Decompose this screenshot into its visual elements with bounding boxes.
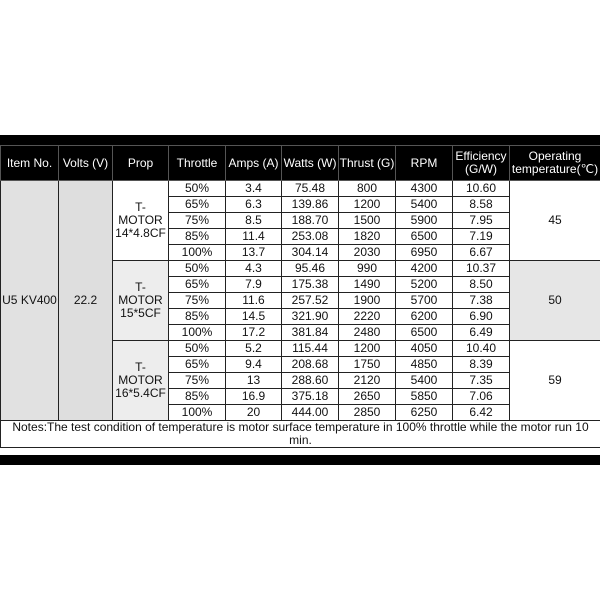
notes-text: Notes:The test condition of temperature is motor surface temperature in 100% throttle while the motor run 10 min. (1, 421, 600, 448)
watts-cell: 381.84 (282, 325, 339, 341)
throttle-cell: 50% (169, 341, 226, 357)
header-row (1, 146, 600, 181)
rpm-cell: 5850 (396, 389, 453, 405)
amps-cell: 13.7 (226, 245, 282, 261)
thrust-cell: 2030 (339, 245, 396, 261)
rpm-cell: 6200 (396, 309, 453, 325)
watts-cell: 321.90 (282, 309, 339, 325)
efficiency-cell: 8.58 (453, 197, 510, 213)
throttle-cell: 85% (169, 389, 226, 405)
watts-cell: 175.38 (282, 277, 339, 293)
watts-cell: 257.52 (282, 293, 339, 309)
header-item-no: Item No. (1, 146, 59, 181)
thrust-cell: 1900 (339, 293, 396, 309)
watts-cell: 208.68 (282, 357, 339, 373)
throttle-cell: 85% (169, 229, 226, 245)
amps-cell: 7.9 (226, 277, 282, 293)
efficiency-cell: 8.39 (453, 357, 510, 373)
watts-cell: 115.44 (282, 341, 339, 357)
thrust-cell: 990 (339, 261, 396, 277)
rpm-cell: 5200 (396, 277, 453, 293)
efficiency-cell: 6.42 (453, 405, 510, 421)
efficiency-cell: 6.49 (453, 325, 510, 341)
top-border-bar (0, 135, 600, 145)
amps-cell: 5.2 (226, 341, 282, 357)
throttle-cell: 65% (169, 197, 226, 213)
header-volts: Volts (V) (59, 146, 113, 181)
throttle-cell: 65% (169, 277, 226, 293)
efficiency-cell: 6.90 (453, 309, 510, 325)
header-amps: Amps (A) (226, 146, 282, 181)
table-row (1, 181, 600, 197)
throttle-cell: 50% (169, 261, 226, 277)
volts-cell: 22.2 (59, 181, 113, 421)
thrust-cell: 1200 (339, 197, 396, 213)
amps-cell: 4.3 (226, 261, 282, 277)
thrust-cell: 1500 (339, 213, 396, 229)
efficiency-cell: 6.67 (453, 245, 510, 261)
header-rpm: RPM (396, 146, 453, 181)
rpm-cell: 6250 (396, 405, 453, 421)
efficiency-cell: 7.06 (453, 389, 510, 405)
notes-row (1, 421, 600, 448)
thrust-cell: 1750 (339, 357, 396, 373)
efficiency-cell: 7.38 (453, 293, 510, 309)
thrust-cell: 2120 (339, 373, 396, 389)
rpm-cell: 6500 (396, 229, 453, 245)
throttle-cell: 100% (169, 405, 226, 421)
efficiency-cell: 7.19 (453, 229, 510, 245)
thrust-cell: 2650 (339, 389, 396, 405)
header-efficiency: Efficiency (G/W) (453, 146, 510, 181)
rpm-cell: 6500 (396, 325, 453, 341)
amps-cell: 6.3 (226, 197, 282, 213)
watts-cell: 288.60 (282, 373, 339, 389)
throttle-cell: 100% (169, 325, 226, 341)
efficiency-cell: 10.37 (453, 261, 510, 277)
performance-table-container (0, 145, 600, 448)
watts-cell: 188.70 (282, 213, 339, 229)
watts-cell: 75.48 (282, 181, 339, 197)
amps-cell: 14.5 (226, 309, 282, 325)
throttle-cell: 75% (169, 373, 226, 389)
watts-cell: 139.86 (282, 197, 339, 213)
rpm-cell: 4850 (396, 357, 453, 373)
temperature-cell: 45 (510, 181, 600, 261)
temperature-cell: 50 (510, 261, 600, 341)
thrust-cell: 1820 (339, 229, 396, 245)
watts-cell: 375.18 (282, 389, 339, 405)
amps-cell: 20 (226, 405, 282, 421)
rpm-cell: 6950 (396, 245, 453, 261)
rpm-cell: 4300 (396, 181, 453, 197)
efficiency-cell: 8.50 (453, 277, 510, 293)
rpm-cell: 4050 (396, 341, 453, 357)
amps-cell: 8.5 (226, 213, 282, 229)
throttle-cell: 50% (169, 181, 226, 197)
thrust-cell: 2850 (339, 405, 396, 421)
efficiency-cell: 7.95 (453, 213, 510, 229)
prop-cell: T-MOTOR 15*5CF (113, 261, 169, 341)
watts-cell: 304.14 (282, 245, 339, 261)
header-temperature: Operating temperature(℃) (510, 146, 600, 181)
header-thrust: Thrust (G) (339, 146, 396, 181)
header-throttle: Throttle (169, 146, 226, 181)
prop-cell: T-MOTOR 16*5.4CF (113, 341, 169, 421)
amps-cell: 3.4 (226, 181, 282, 197)
item-no-cell: U5 KV400 (1, 181, 59, 421)
throttle-cell: 65% (169, 357, 226, 373)
efficiency-cell: 7.35 (453, 373, 510, 389)
watts-cell: 95.46 (282, 261, 339, 277)
thrust-cell: 2480 (339, 325, 396, 341)
amps-cell: 17.2 (226, 325, 282, 341)
amps-cell: 11.6 (226, 293, 282, 309)
rpm-cell: 5700 (396, 293, 453, 309)
bottom-border-bar (0, 455, 600, 465)
throttle-cell: 75% (169, 213, 226, 229)
thrust-cell: 800 (339, 181, 396, 197)
temperature-cell: 59 (510, 341, 600, 421)
thrust-cell: 2220 (339, 309, 396, 325)
amps-cell: 11.4 (226, 229, 282, 245)
throttle-cell: 85% (169, 309, 226, 325)
rpm-cell: 5400 (396, 197, 453, 213)
watts-cell: 253.08 (282, 229, 339, 245)
performance-table (0, 145, 600, 448)
header-prop: Prop (113, 146, 169, 181)
thrust-cell: 1490 (339, 277, 396, 293)
amps-cell: 16.9 (226, 389, 282, 405)
watts-cell: 444.00 (282, 405, 339, 421)
thrust-cell: 1200 (339, 341, 396, 357)
throttle-cell: 100% (169, 245, 226, 261)
efficiency-cell: 10.60 (453, 181, 510, 197)
efficiency-cell: 10.40 (453, 341, 510, 357)
amps-cell: 13 (226, 373, 282, 389)
rpm-cell: 5900 (396, 213, 453, 229)
prop-cell: T-MOTOR 14*4.8CF (113, 181, 169, 261)
rpm-cell: 5400 (396, 373, 453, 389)
amps-cell: 9.4 (226, 357, 282, 373)
throttle-cell: 75% (169, 293, 226, 309)
rpm-cell: 4200 (396, 261, 453, 277)
header-watts: Watts (W) (282, 146, 339, 181)
